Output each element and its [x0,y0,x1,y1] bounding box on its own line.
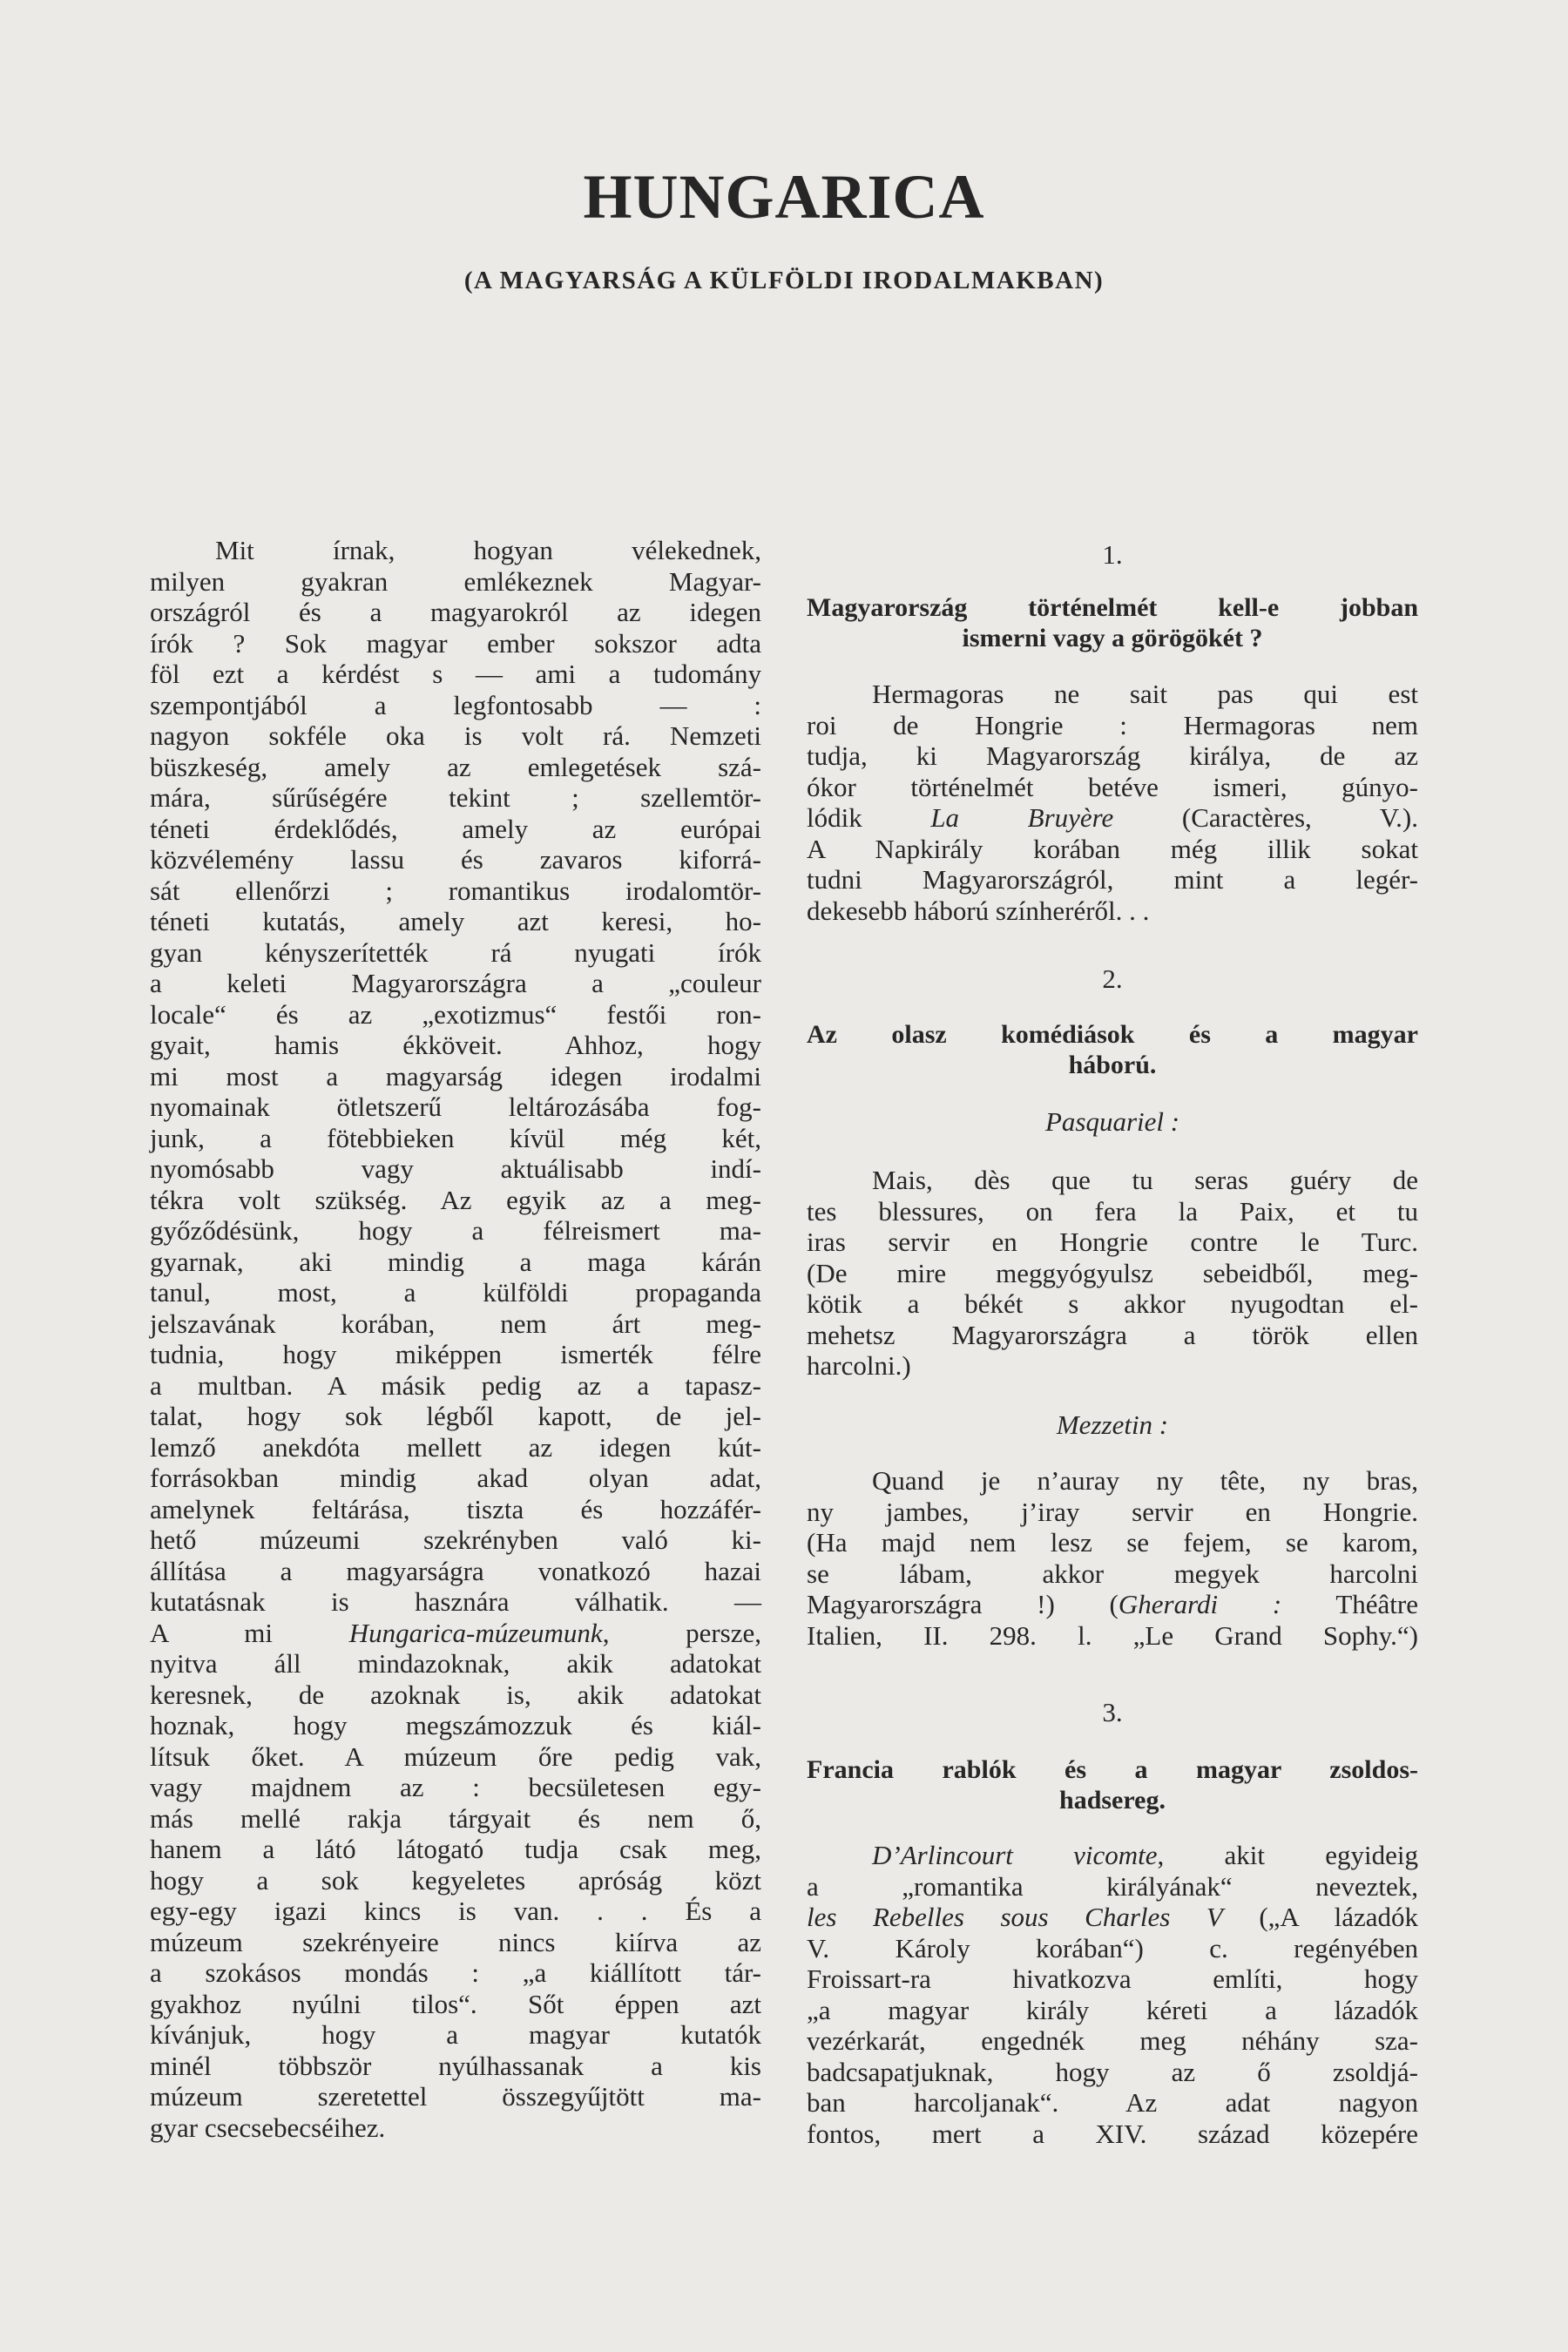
text-line [807,1350,1418,1382]
text-segment: jelszavának korában, nem árt meg- [150,1308,761,1339]
section-1-heading-line: Magyarország történelmét kell-e jobban [807,593,1418,622]
text-segment: más mellé rakja tárgyait és nem ő, [150,1802,761,1834]
text-segment: ban harcoljanak“. Az adat nagyon [807,2087,1418,2118]
text-segment: mehetsz Magyarországra a török ellen [807,1319,1418,1350]
text-line [807,1258,1418,1289]
text-segment: vagy majdnem az : becsületesen egy- [150,1772,761,1802]
text-segment: Magyarországra !) ( [807,1589,1119,1619]
text-line [807,1465,1418,1497]
italic-text: les Rebelles sous Charles V [807,1902,1223,1932]
text-segment: talat, hogy sok légből kapott, de jel- [150,1401,761,1431]
text-segment: egy-egy igazi kincs is van. . . És a [150,1896,761,1926]
text-segment: gyar csecsebecséihez. [150,2112,386,2143]
section-1-heading-line: ismerni vagy a görögökét ? [962,624,1263,652]
text-line [150,1556,761,1587]
text-line [150,906,761,937]
text-line [150,1463,761,1494]
text-segment: Hermagoras ne sait pas qui est [872,679,1418,709]
text-segment: győződésünk, hogy a félreismert ma- [150,1215,761,1246]
text-segment: múzeum szekrényeire nincs kiírva az [150,1926,761,1957]
text-line [150,968,761,999]
text-line [807,834,1418,865]
text-line [150,937,761,969]
text-line [150,1927,761,1958]
text-line [150,1741,761,1773]
text-segment: gyait, hamis ékköveit. Ahhoz, hogy [150,1030,761,1060]
text-segment: vezérkarát, engednék meg néhány sza- [807,2025,1418,2056]
text-line [807,802,1418,834]
text-line [807,679,1418,710]
text-segment: közvélemény lassu és zavaros kiforrá- [150,844,761,875]
text-line [150,999,761,1031]
text-line [150,2051,761,2082]
text-line [150,1896,761,1927]
text-segment: locale“ és az „exotizmus“ festői ron- [150,998,761,1030]
text-segment: , akit egyideig [1157,1840,1418,1870]
text-segment: kívánjuk, hogy a magyar kutatók [150,2019,761,2050]
page-subtitle: (A MAGYARSÁG A KÜLFÖLDI IRODALMAKBAN) [463,267,1105,294]
text-segment: badcsapatjuknak, hogy az ő zsoldjá- [807,2056,1418,2087]
text-segment: tékra volt szükség. Az egyik az a meg- [150,1184,761,1215]
italic-text: La Bruyère [930,802,1114,833]
speaker-pasquariel: Pasquariel : [1044,1106,1180,1137]
text-line [150,1432,761,1463]
text-line [150,1834,761,1865]
text-line [807,1527,1418,1558]
text-segment: (Caractères, V.). [1113,802,1419,833]
text-line [150,1401,761,1432]
text-line [150,2112,761,2144]
section-2-paragraph-mezzetin [807,1465,1418,1651]
text-segment: gyan kényszerítették rá nyugati írók [150,936,761,968]
text-segment: V. Károly korában“) c. regényében [807,1932,1418,1963]
text-line [150,1123,761,1154]
text-segment: lemző anekdóta mellett az idegen kút- [150,1431,761,1463]
text-segment: fontos, mert a XIV. század közepére [807,2118,1418,2149]
section-3-heading-line: hadsereg. [1059,1786,1166,1815]
text-line [150,1247,761,1278]
text-segment: nyitva áll mindazoknak, akik adatokat [150,1648,761,1679]
italic-text: D’Arlincourt vicomte [872,1840,1158,1870]
text-line [807,2119,1418,2150]
text-segment: kötik a békét s akkor nyugodtan el- [807,1288,1418,1319]
text-line [150,1370,761,1402]
text-segment: állítása a magyarságra vonatkozó hazai [150,1555,761,1586]
text-line [150,1989,761,2020]
text-segment: gyarnak, aki mindig a maga kárán [150,1246,761,1277]
text-line [150,1618,761,1649]
section-1-heading [807,592,1418,653]
text-segment: Froissart-ra hivatkozva említi, hogy [807,1963,1418,1994]
text-line [150,1308,761,1340]
section-2-heading [807,1019,1418,1080]
text-line [150,1524,761,1556]
italic-text: Gherardi : [1118,1589,1282,1619]
text-segment: büszkeség, amely az emlegetések szá- [150,751,761,782]
text-line [807,1165,1418,1196]
text-segment: ny jambes, j’iray servir en Hongrie. [807,1496,1418,1527]
text-segment: tes blessures, on fera la Paix, et tu [807,1195,1418,1227]
text-line [807,1558,1418,1590]
text-segment: „a magyar király kéreti a lázadók [807,1994,1418,2025]
section-3-heading-line: Francia rablók és a magyar zsoldos- [807,1755,1418,1784]
text-line [150,1865,761,1896]
text-line [150,1215,761,1247]
text-segment: Mais, dès que tu seras guéry de [872,1165,1418,1195]
text-line [150,690,761,721]
text-segment: országról és a magyarokról az idegen [150,597,761,627]
text-line [150,659,761,690]
text-segment: a keleti Magyarországra a „couleur [150,968,761,998]
text-segment: sát ellenőrzi ; romantikus irodalomtör- [150,875,761,906]
text-segment: a multban. A másik pedig az a tapasz- [150,1369,761,1401]
text-segment: roi de Hongrie : Hermagoras nem [807,709,1418,740]
text-segment: ókor történelmét betéve ismeri, gúnyo- [807,771,1418,802]
text-segment: hogy a sok kegyeletes apróság közt [150,1864,761,1896]
text-line [807,1902,1418,1933]
text-line [807,1871,1418,1903]
text-line [150,1185,761,1216]
text-line [150,597,761,628]
text-segment: amelynek feltárása, tiszta és hozzáfér- [150,1493,761,1524]
text-line [150,1494,761,1525]
text-line [807,2025,1418,2057]
text-segment: („A lázadók [1222,1902,1418,1932]
text-segment: mi most a magyarság idegen irodalmi [150,1060,761,1092]
section-3-paragraph [807,1840,1418,2149]
text-line [150,1339,761,1370]
text-segment: junk, a fötebbieken kívül még két, [150,1122,761,1153]
text-line [150,535,761,566]
text-line [807,1589,1418,1620]
left-column-intro [150,535,761,2143]
section-1-number: 1. [1102,539,1123,570]
text-line [150,782,761,814]
text-segment: lódik [807,802,931,833]
text-line [807,740,1418,772]
text-segment: se lábam, akkor megyek harcolni [807,1558,1418,1589]
text-line [150,628,761,659]
text-segment: A Napkirály korában még illik sokat [807,833,1418,864]
text-line [807,1620,1418,1652]
text-line [807,896,1418,927]
text-line [150,1957,761,1989]
text-segment: tudnia, hogy miképpen ismerték félre [150,1339,761,1369]
text-line [150,1772,761,1803]
section-3-heading [807,1754,1418,1815]
section-2-heading-line: Az olasz komédiások és a magyar [807,1020,1418,1049]
text-segment: gyakhoz nyúlni tilos“. Sőt éppen azt [150,1988,761,2019]
text-segment: forrásokban mindig akad olyan adat, [150,1463,761,1493]
text-line [150,844,761,875]
text-segment: mára, sűrűségére tekint ; szellemtör- [150,782,761,813]
text-segment: múzeum szeretettel összegyűjtött ma- [150,2081,761,2112]
text-line [150,1061,761,1092]
text-line [807,1196,1418,1227]
text-line [150,1153,761,1185]
speaker-mezzetin: Mezzetin : [1056,1409,1169,1440]
text-line [807,1288,1418,1320]
text-segment: kutatásnak is hasznára válhatik. — [150,1586,761,1617]
text-segment: iras servir en Hongrie contre le Turc. [807,1227,1418,1257]
text-line [807,864,1418,896]
page-title: HUNGARICA [583,162,985,232]
section-2-number: 2. [1102,963,1123,994]
text-line [150,566,761,598]
text-line [150,1803,761,1835]
section-3-number: 3. [1102,1697,1123,1727]
text-line [807,2057,1418,2088]
text-line [807,772,1418,803]
text-segment: lítsuk őket. A múzeum őre pedig vak, [150,1740,761,1772]
text-line [150,1680,761,1711]
text-segment: Mit írnak, hogyan vélekednek, [215,535,761,565]
italic-text: Hungarica-múzeumunk [348,1617,603,1648]
text-segment: Italien, II. 298. l. „Le Grand Sophy.“) [807,1619,1418,1651]
text-segment: Théâtre [1281,1589,1419,1619]
text-segment: téneti kutatás, amely azt keresi, ho- [150,906,761,936]
text-segment: hanem a látó látogató tudja csak meg, [150,1834,761,1864]
text-line [807,710,1418,741]
text-segment: milyen gyakran emlékeznek Magyar- [150,565,761,597]
text-segment: minél többször nyúlhassanak a kis [150,2050,761,2081]
text-segment: nyomainak ötletszerű leltározásába fog- [150,1092,761,1122]
text-line [807,1995,1418,2026]
text-segment: nagyon sokféle oka is volt rá. Nemzeti [150,720,761,751]
text-segment: tudni Magyarországról, mint a legér- [807,864,1418,895]
text-segment: , persze, [602,1617,762,1648]
text-segment: szempontjából a legfontosabb — : [150,689,761,720]
text-segment: keresnek, de azoknak is, akik adatokat [150,1679,761,1710]
text-segment: tanul, most, a külföldi propaganda [150,1277,761,1308]
text-line [150,1648,761,1680]
text-segment: hető múzeumi szekrényben való ki- [150,1524,761,1555]
text-line [150,814,761,845]
text-line [807,1933,1418,1964]
section-2-heading-line: háború. [1068,1051,1157,1079]
text-line [150,1710,761,1741]
text-segment: a szokásos mondás : „a kiállított tár- [150,1957,761,1988]
text-segment: Quand je n’auray ny tête, ny bras, [872,1465,1418,1496]
text-segment: nyomósabb vagy aktuálisabb indí- [150,1153,761,1184]
text-segment: hoznak, hogy megszámozzuk és kiál- [150,1710,761,1740]
text-segment: (Ha majd nem lesz se fejem, se karom, [807,1527,1418,1558]
text-segment: téneti érdeklődés, amely az európai [150,813,761,844]
text-segment: föl ezt a kérdést s — ami a tudomány [150,659,761,689]
text-segment: A mi [150,1617,349,1648]
text-segment: tudja, ki Magyarország királya, de az [807,740,1418,771]
text-line [150,2081,761,2112]
text-line [150,1092,761,1123]
text-line [807,1840,1418,1871]
section-1-paragraph [807,679,1418,926]
text-line [150,720,761,752]
text-line [807,2087,1418,2119]
text-segment: írók ? Sok magyar ember sokszor adta [150,627,761,659]
text-line [807,1227,1418,1258]
text-line [150,1277,761,1308]
text-segment: a „romantika királyának“ neveztek, [807,1870,1418,1902]
text-segment: dekesebb háború színheréről. . . [807,895,1150,926]
text-line [807,1320,1418,1351]
text-line [807,1497,1418,1528]
text-line [150,875,761,907]
text-line [150,752,761,783]
text-line [150,1030,761,1061]
text-segment: (De mire meggyógyulsz sebeidből, meg- [807,1257,1418,1288]
text-line [150,1586,761,1618]
text-line [807,1963,1418,1995]
text-segment: harcolni.) [807,1350,911,1381]
text-line [150,2019,761,2051]
section-2-paragraph-pasquariel [807,1165,1418,1382]
